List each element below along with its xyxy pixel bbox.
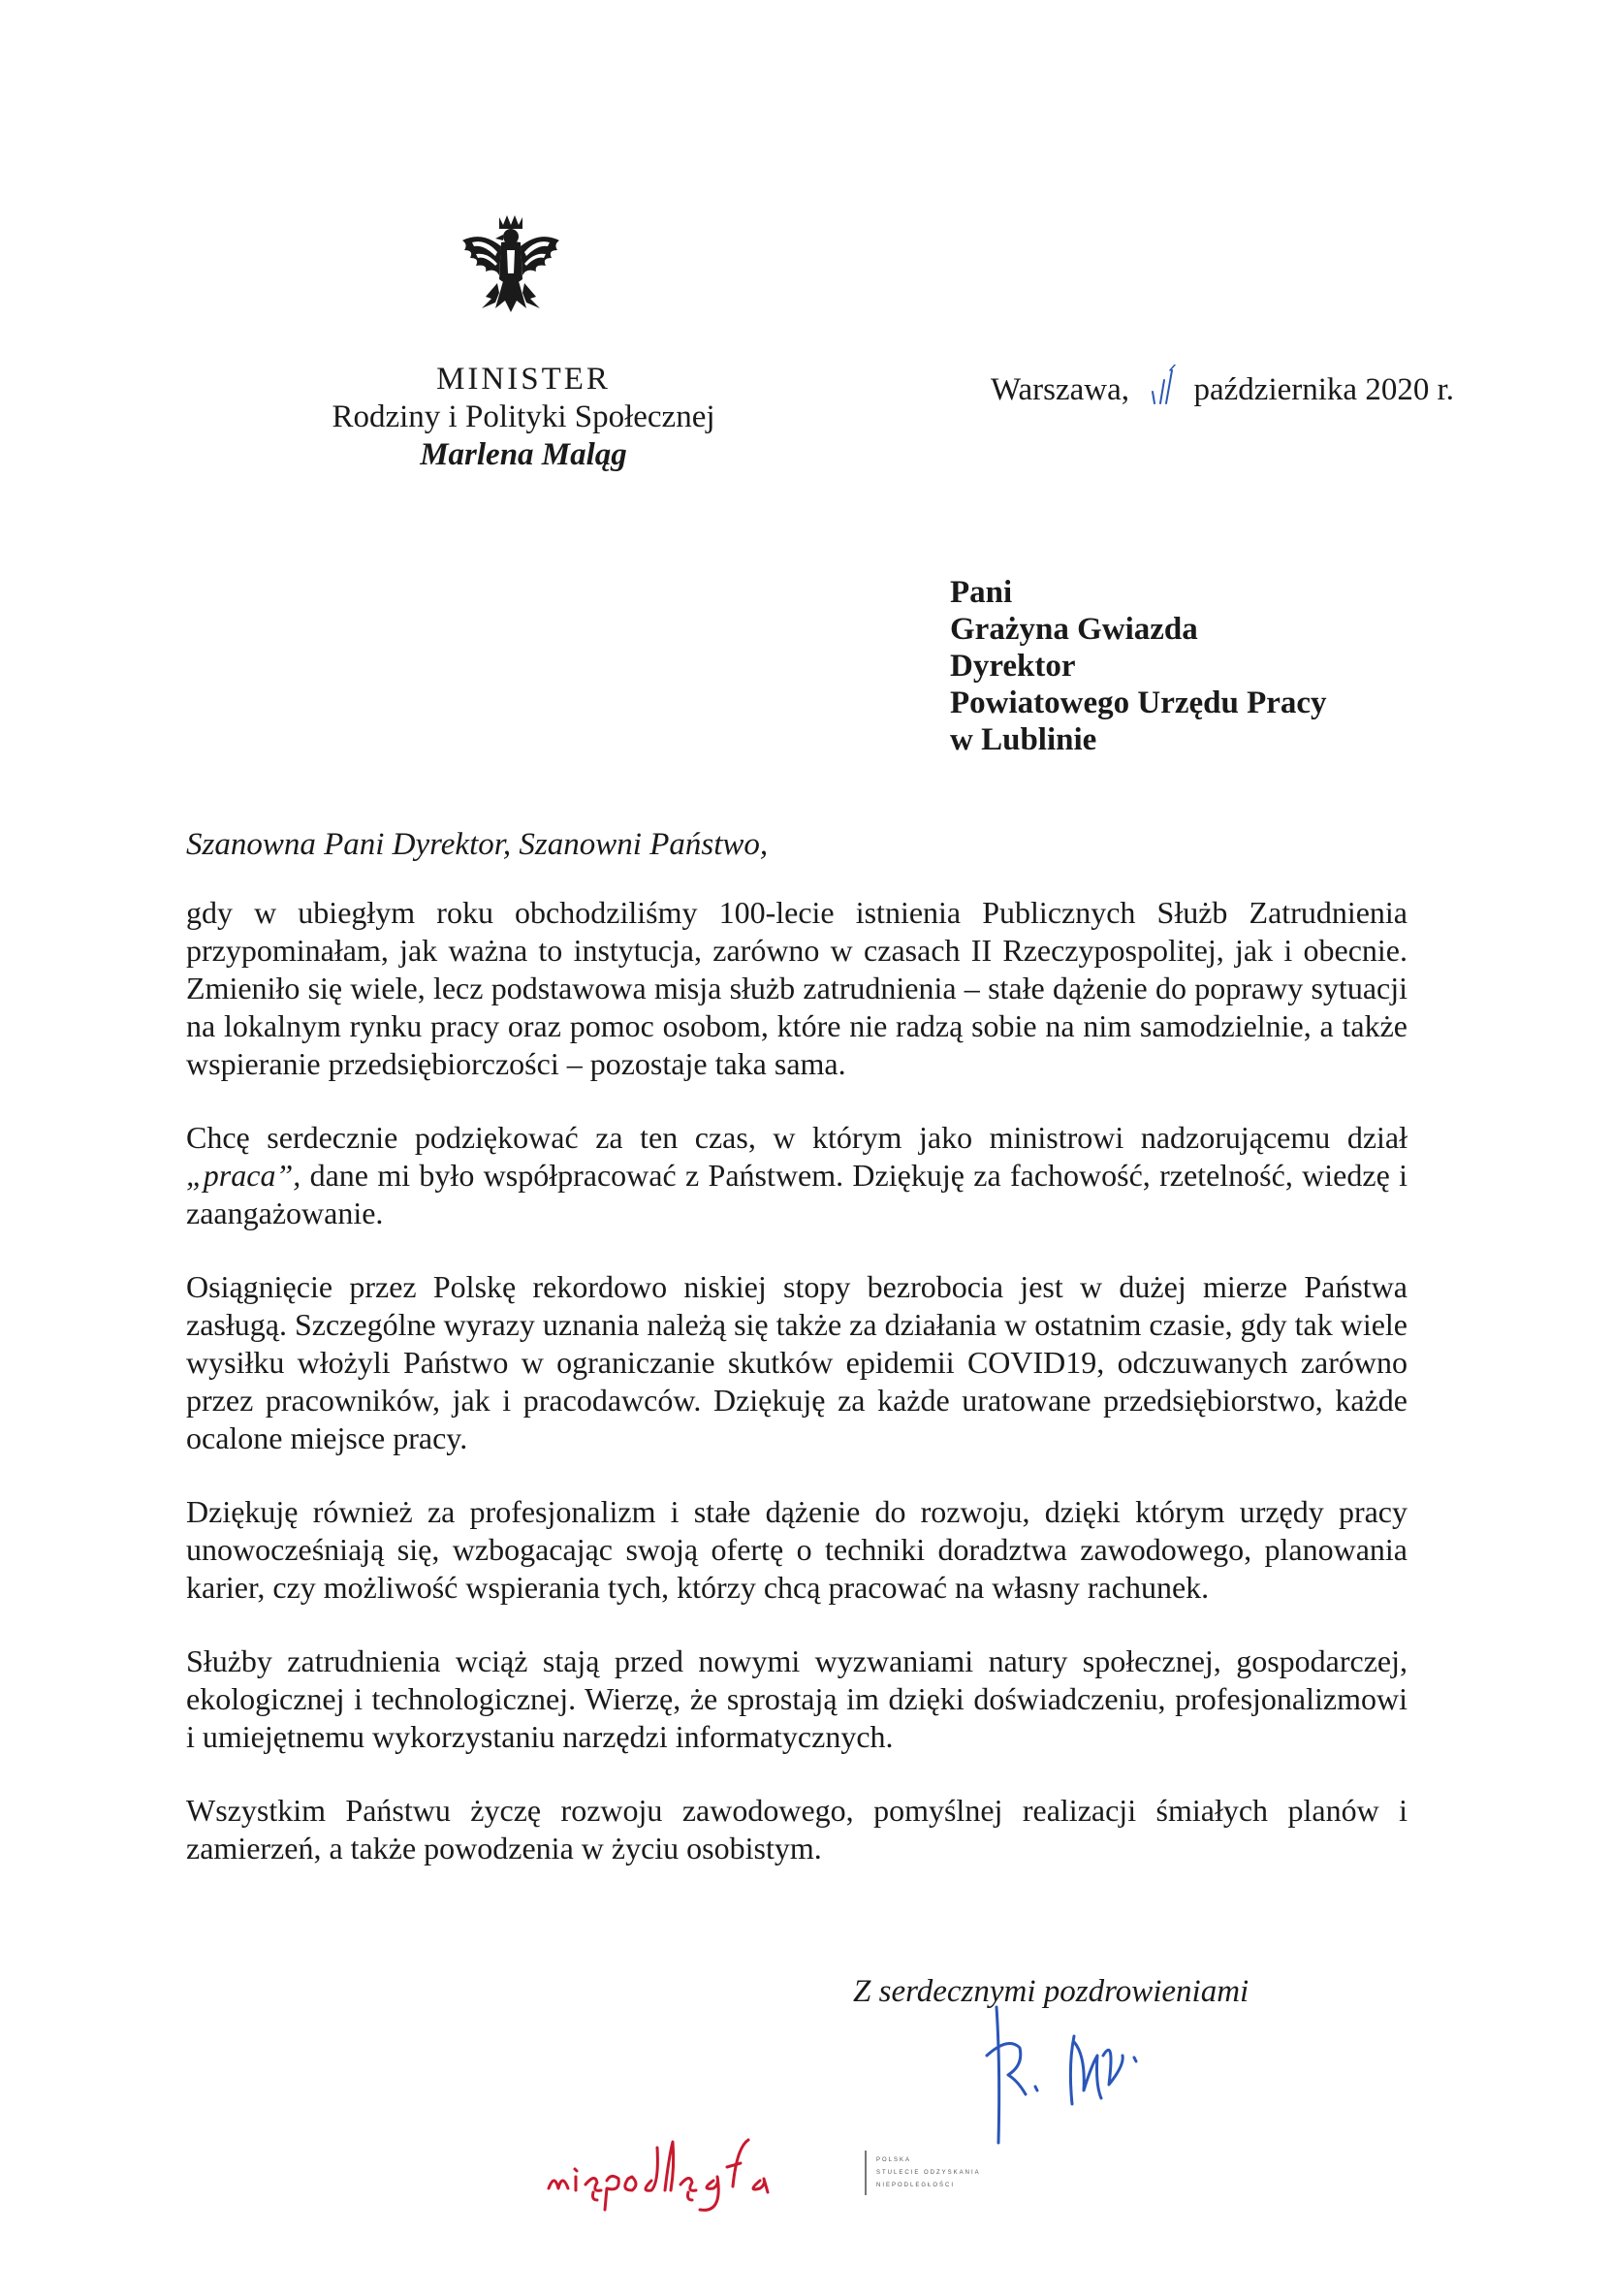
sender-block: [281, 361, 766, 474]
recipient-line: Powiatowego Urzędu Pracy: [950, 686, 1327, 720]
sender-ministry: Rodziny i Polityki Społecznej: [332, 399, 715, 434]
logo-caption-line: NIEPODLEGŁOŚCI: [876, 2183, 956, 2188]
body-paragraph: gdy w ubiegłym roku obchodziliśmy 100-lecie istnienia Publicznych Służb Zatrudnienia przypominałam, jak ważna to instytucja, zarówno w czasach II Rzeczypospolitej, jak i obecnie. Zmieniło się wiele, lecz podstawowa misja służb zatrudnienia – stałe dążenie do poprawy sytuacji na lokalnym rynku pracy oraz pomoc osobom, które nie radzą sobie na nim samodzielnie, a także wspieranie przedsiębiorczości – pozostaje taka sama.: [186, 895, 1407, 1081]
handwritten-signature-icon: [979, 1997, 1192, 2152]
body-paragraph: Osiągnięcie przez Polskę rekordowo niskiej stopy bezrobocia jest w dużej mierze Państwa zasługą. Szczególne wyrazy uznania należą się także za działania w ostatnim czasie, gdy tak wiele wysiłku włożyli Państwo w ograniczanie skutków epidemii COVID19, odczuwanych zarówno przez pracowników, jak i pracodawców. Dziękuję za każde uratowane przedsiębiorstwo, każde ocalone miejsce pracy.: [186, 1269, 1407, 1455]
closing-phrase: Z serdecznymi pozdrowieniami: [853, 1974, 1249, 2009]
recipient-block: [950, 574, 1327, 758]
recipient-line: w Lublinie: [950, 722, 1097, 757]
body-text: Chcę serdecznie podziękować za ten czas, w którym jako ministrowi nadzorującemu dział: [186, 1120, 1407, 1155]
recipient-line: Pani: [950, 575, 1013, 610]
body-text: dane mi było współpracować z Państwem. Dziękuję za fachowość, rzetelność, wiedzę i zaangażowanie.: [186, 1158, 1407, 1230]
sender-name: Marlena Maląg: [420, 437, 627, 472]
date-line: [991, 365, 1454, 408]
salutation: Szanowna Pani Dyrektor, Szanowni Państwo,: [186, 827, 769, 862]
handwritten-day-icon: [1137, 365, 1186, 407]
logo-caption-line: POLSKA: [876, 2157, 912, 2163]
recipient-line: Grażyna Gwiazda: [950, 612, 1198, 647]
body-paragraph: Wszystkim Państwu życzę rozwoju zawodowego, pomyślnej realizacji śmiałych planów i zamierzeń, a także powodzenia w życiu osobistym.: [186, 1793, 1407, 1866]
polish-eagle-emblem-icon: [453, 211, 569, 335]
date-day: [1137, 365, 1186, 407]
body-italic-text: „praca”,: [186, 1158, 301, 1193]
recipient-line: Dyrektor: [950, 649, 1076, 684]
body-paragraph: Dziękuję również za profesjonalizm i stałe dążenie do rozwoju, dzięki którym urzędy pracy unowocześniają się, wzbogacając swoją ofertę o techniki doradztwa zawodowego, planowania karier, czy możliwość wspierania tych, którzy chcą pracować na własny rachunek.: [186, 1494, 1407, 1605]
logo-divider: [865, 2151, 867, 2195]
letter-body: [186, 894, 1407, 1903]
sender-title: MINISTER: [436, 362, 611, 397]
logo-caption-line: STULECIE ODZYSKANIA: [876, 2170, 981, 2176]
niepodlegla-logo-icon: [543, 2128, 843, 2216]
body-paragraph: Służby zatrudnienia wciąż stają przed nowymi wyzwaniami natury społecznej, gospodarczej, ekologicznej i technologicznej. Wierzę, że sprostają im dzięki doświadczeniu, profesjonalizmowi i umiejętnemu wykorzystaniu narzędzi informatycznych.: [186, 1643, 1407, 1754]
logo-caption: [876, 2154, 981, 2192]
body-paragraph: [186, 1119, 1407, 1232]
date-month-year: października 2020 r.: [1193, 372, 1454, 407]
date-place: Warszawa,: [991, 372, 1130, 407]
